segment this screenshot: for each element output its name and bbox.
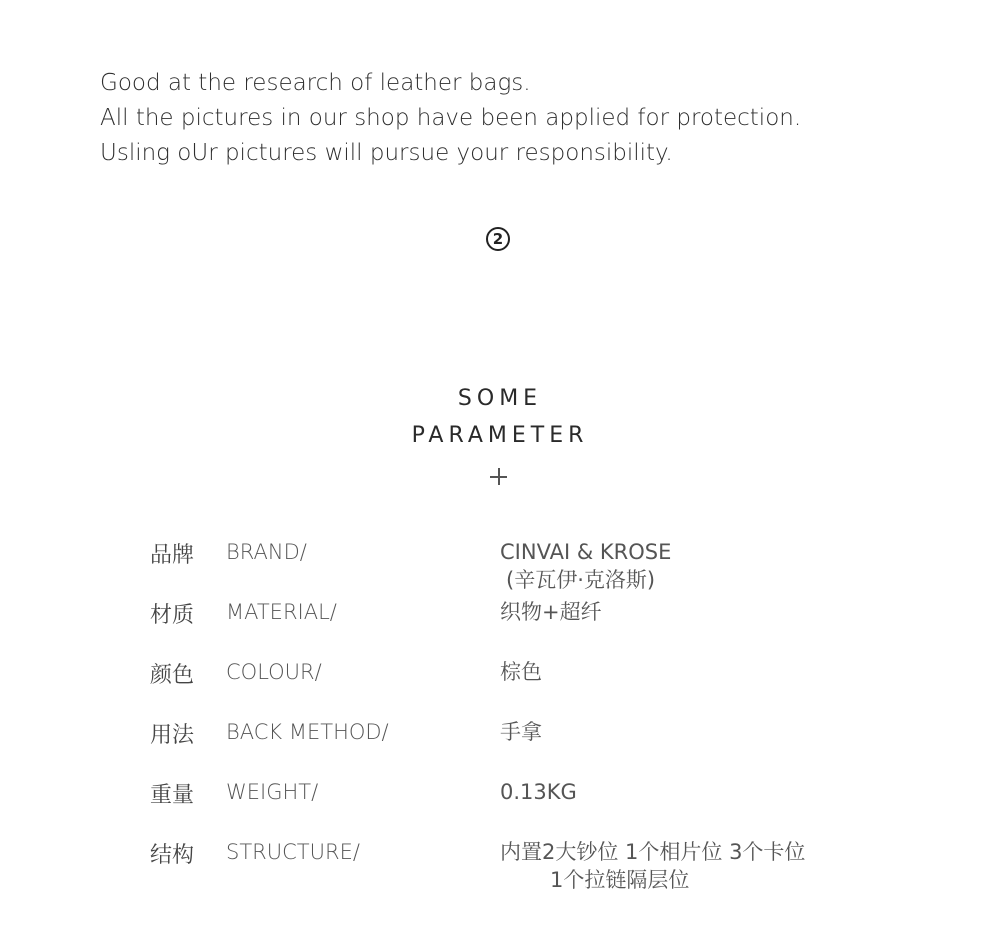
- param-row-material: [0, 598, 1000, 638]
- param-label-en: BACK METHOD/: [226, 720, 389, 744]
- notice-line: Usling oUr pictures will pursue your responsibility.: [100, 140, 673, 166]
- notice-line: All the pictures in our shop have been applied for protection.: [100, 105, 802, 131]
- param-label-cn: 重量: [150, 783, 195, 808]
- section-title-line2: PARAMETER: [411, 423, 589, 448]
- param-value: [500, 538, 671, 594]
- param-value: 织物+超纤: [500, 600, 602, 624]
- param-value-line: (辛瓦伊·克洛斯): [506, 568, 656, 592]
- param-value: 棕色: [500, 660, 542, 684]
- section-title-line1: SOME: [457, 386, 543, 411]
- param-label-cn: 结构: [150, 843, 195, 868]
- param-label-en: COLOUR/: [226, 660, 322, 684]
- param-value: 手拿: [500, 720, 542, 744]
- param-row-back-method: [0, 718, 1000, 758]
- param-row-structure: [0, 838, 1000, 892]
- param-value-line: 1个拉链隔层位: [550, 868, 690, 892]
- param-row-brand: [0, 538, 1000, 592]
- param-value-line: 内置2大钞位 1个相片位 3个卡位: [500, 840, 806, 864]
- param-row-colour: [0, 658, 1000, 698]
- copyright-notice: [100, 66, 960, 171]
- plus-icon: [490, 468, 507, 485]
- param-label-en: BRAND/: [226, 540, 307, 564]
- param-label-en: MATERIAL/: [226, 600, 337, 624]
- param-label-cn: 材质: [150, 603, 195, 628]
- param-label-cn: 品牌: [150, 543, 195, 568]
- param-label-cn: 用法: [150, 723, 195, 748]
- param-label-en: WEIGHT/: [226, 780, 319, 804]
- step-number-badge: 2: [486, 227, 510, 251]
- param-label-en: STRUCTURE/: [226, 840, 360, 864]
- param-label-cn: 颜色: [150, 663, 195, 688]
- param-value: [500, 838, 805, 894]
- param-value: 0.13KG: [500, 780, 577, 804]
- param-value-line: CINVAI & KROSE: [500, 540, 672, 564]
- param-row-weight: [0, 778, 1000, 818]
- notice-line: Good at the research of leather bags.: [100, 70, 531, 96]
